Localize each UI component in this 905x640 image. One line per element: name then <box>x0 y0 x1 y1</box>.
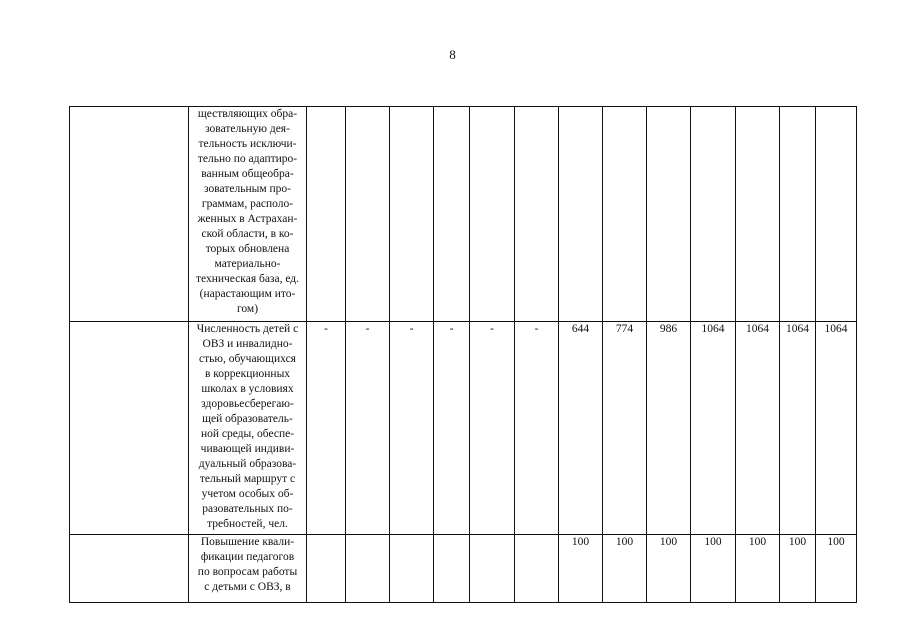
value-cell: - <box>390 322 434 534</box>
value-cell <box>346 107 390 322</box>
value-cell <box>307 534 346 602</box>
indicator-name-line: граммам, располо- <box>201 198 294 210</box>
value-cell: 100 <box>559 534 603 602</box>
indicator-name-line: ной среды, обеспе- <box>200 428 295 441</box>
value-cell: 1064 <box>780 322 816 534</box>
indicator-name-line: ванным общеобра- <box>201 168 294 180</box>
value-cell: 100 <box>691 534 736 602</box>
value-cell <box>470 534 515 602</box>
value-cell: 1064 <box>691 322 736 534</box>
indicator-name-line: стью, обучающихся <box>199 353 296 366</box>
value-cell: - <box>470 322 515 534</box>
indicator-name-line: тельный маршрут с <box>199 473 296 486</box>
value-cell: - <box>515 322 559 534</box>
indicator-name-line: техническая база, ед. <box>195 273 300 285</box>
value-cell <box>390 534 434 602</box>
row-number-cell <box>70 534 189 602</box>
indicator-table <box>69 106 857 603</box>
indicator-name-line: женных в Астрахан- <box>197 213 298 225</box>
indicator-name-line: разовательных по- <box>202 503 293 516</box>
indicator-name-line: Повышение квали- <box>200 535 295 548</box>
indicator-name-line: чивающей индиви- <box>200 443 295 456</box>
indicator-name-line: гом) <box>236 303 259 315</box>
value-cell <box>434 534 470 602</box>
table-row <box>70 534 857 602</box>
value-cell <box>390 107 434 322</box>
value-cell <box>780 107 816 322</box>
indicator-name-line: торых обновлена <box>205 243 290 255</box>
indicator-name-line: учетом особых об- <box>201 488 294 501</box>
indicator-name-cell <box>189 107 307 322</box>
value-cell <box>515 107 559 322</box>
indicator-name-line: требностей, чел. <box>207 518 288 531</box>
value-cell: 100 <box>736 534 780 602</box>
value-cell <box>647 107 691 322</box>
indicator-name-line: ществляющих обра- <box>197 108 298 120</box>
indicator-name-line: фикации педагогов <box>200 550 295 563</box>
value-cell: - <box>307 322 346 534</box>
indicator-name-line: дуальный образова- <box>198 458 297 471</box>
value-cell: 644 <box>559 322 603 534</box>
indicator-name-line: тельно по адаптиро- <box>197 153 298 165</box>
value-cell: 100 <box>603 534 647 602</box>
value-cell: 100 <box>647 534 691 602</box>
indicator-name-line: зовательным про- <box>204 183 291 195</box>
indicator-name-line: (нарастающим ито- <box>199 288 296 300</box>
value-cell <box>603 107 647 322</box>
value-cell <box>307 107 346 322</box>
indicator-name-line: Численность детей с <box>196 323 299 336</box>
value-cell: 774 <box>603 322 647 534</box>
indicator-name-cell <box>189 534 307 602</box>
indicator-name-line: тельность исключи- <box>198 138 297 150</box>
indicator-name-line: здоровьесберегаю- <box>201 398 294 411</box>
value-cell <box>559 107 603 322</box>
value-cell <box>515 534 559 602</box>
value-cell: 100 <box>780 534 816 602</box>
row-number-cell <box>70 322 189 534</box>
value-cell <box>816 107 857 322</box>
indicator-name-line: зовательную дея- <box>205 123 290 135</box>
indicator-name-line: с детьми с ОВЗ, в <box>204 580 291 593</box>
value-cell <box>434 107 470 322</box>
indicator-name-line: ОВЗ и инвалидно- <box>202 338 293 351</box>
value-cell <box>736 107 780 322</box>
indicator-name-line: щей образователь- <box>202 413 293 426</box>
value-cell: 986 <box>647 322 691 534</box>
value-cell: 1064 <box>816 322 857 534</box>
row-number-cell <box>70 107 189 322</box>
value-cell: - <box>346 322 390 534</box>
indicator-name-line: в коррекционных <box>204 368 291 381</box>
indicator-name-line: по вопросам работы <box>197 565 298 578</box>
value-cell <box>470 107 515 322</box>
table-row <box>70 107 857 322</box>
value-cell <box>346 534 390 602</box>
value-cell: 1064 <box>736 322 780 534</box>
indicator-name-line: школах в условиях <box>201 383 294 396</box>
indicator-name-line: ской области, в ко- <box>201 228 294 240</box>
indicator-name-cell <box>189 322 307 534</box>
value-cell <box>691 107 736 322</box>
value-cell: 100 <box>816 534 857 602</box>
indicator-name-line: материально- <box>214 258 281 270</box>
page-number: 8 <box>449 47 456 62</box>
value-cell: - <box>434 322 470 534</box>
table-row <box>70 322 857 534</box>
